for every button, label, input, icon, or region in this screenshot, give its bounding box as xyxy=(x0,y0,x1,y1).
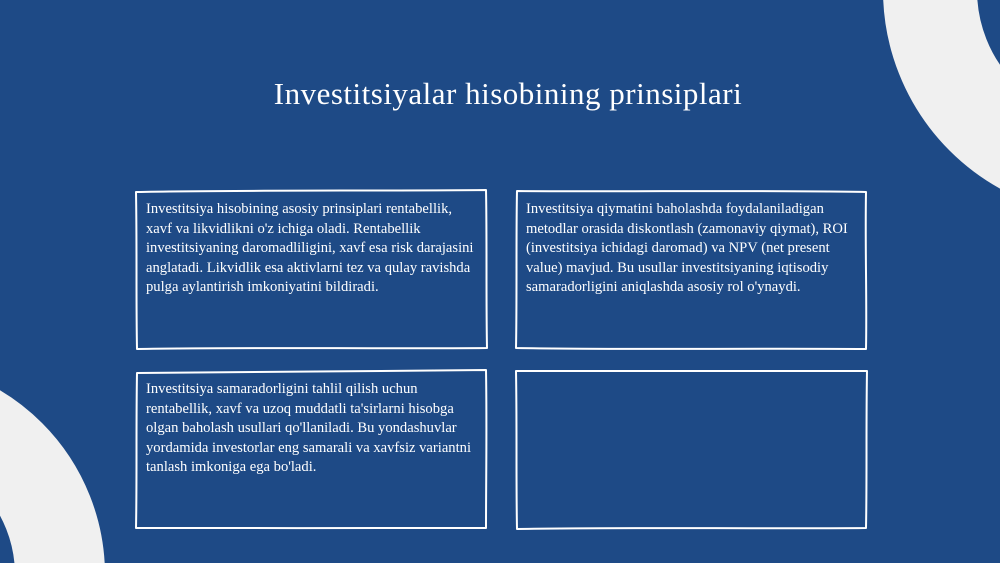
efficiency-analysis-card xyxy=(134,368,490,532)
valuation-methods-card xyxy=(514,188,870,352)
card-text: Investitsiya qiymatini baholashda foydalaniladigan metodlar orasida diskontlash (zamonaviy qiymat), ROI (investitsiya ichidagi daromad) va NPV (net present value) mavjud. Bu usullar investitsiyaning iqtisodiy samaradorligini aniqlashda asosiy rol o'ynaydi. xyxy=(526,201,848,296)
principles-card xyxy=(134,188,490,352)
card-text: Investitsiya samaradorligini tahlil qilish uchun rentabellik, xavf va uzoq muddatli ta'sirlarni hisobga olgan baholash usullari qo'llaniladi. Bu yondashuvlar yordamida investorlar eng samarali va xavfsiz variantni tanlash imkoniga ega bo'ladi. xyxy=(146,381,471,476)
slide-title: Investitsiyalar hisobining prinsiplari xyxy=(273,76,743,111)
bottom-left-ring-decoration xyxy=(0,405,60,563)
card-text: Investitsiya hisobining asosiy prinsiplari rentabellik, xavf va likvidlikni o'z ichiga oladi. Rentabellik investitsiyaning daromadliligini, xavf esa risk darajasini anglatadi. Likvidlik esa aktivlarni tez va qulay ravishda pulga aylantirish imkoniyatini bildiradi. xyxy=(146,201,474,296)
card-border xyxy=(514,368,870,532)
empty-card xyxy=(514,368,870,532)
